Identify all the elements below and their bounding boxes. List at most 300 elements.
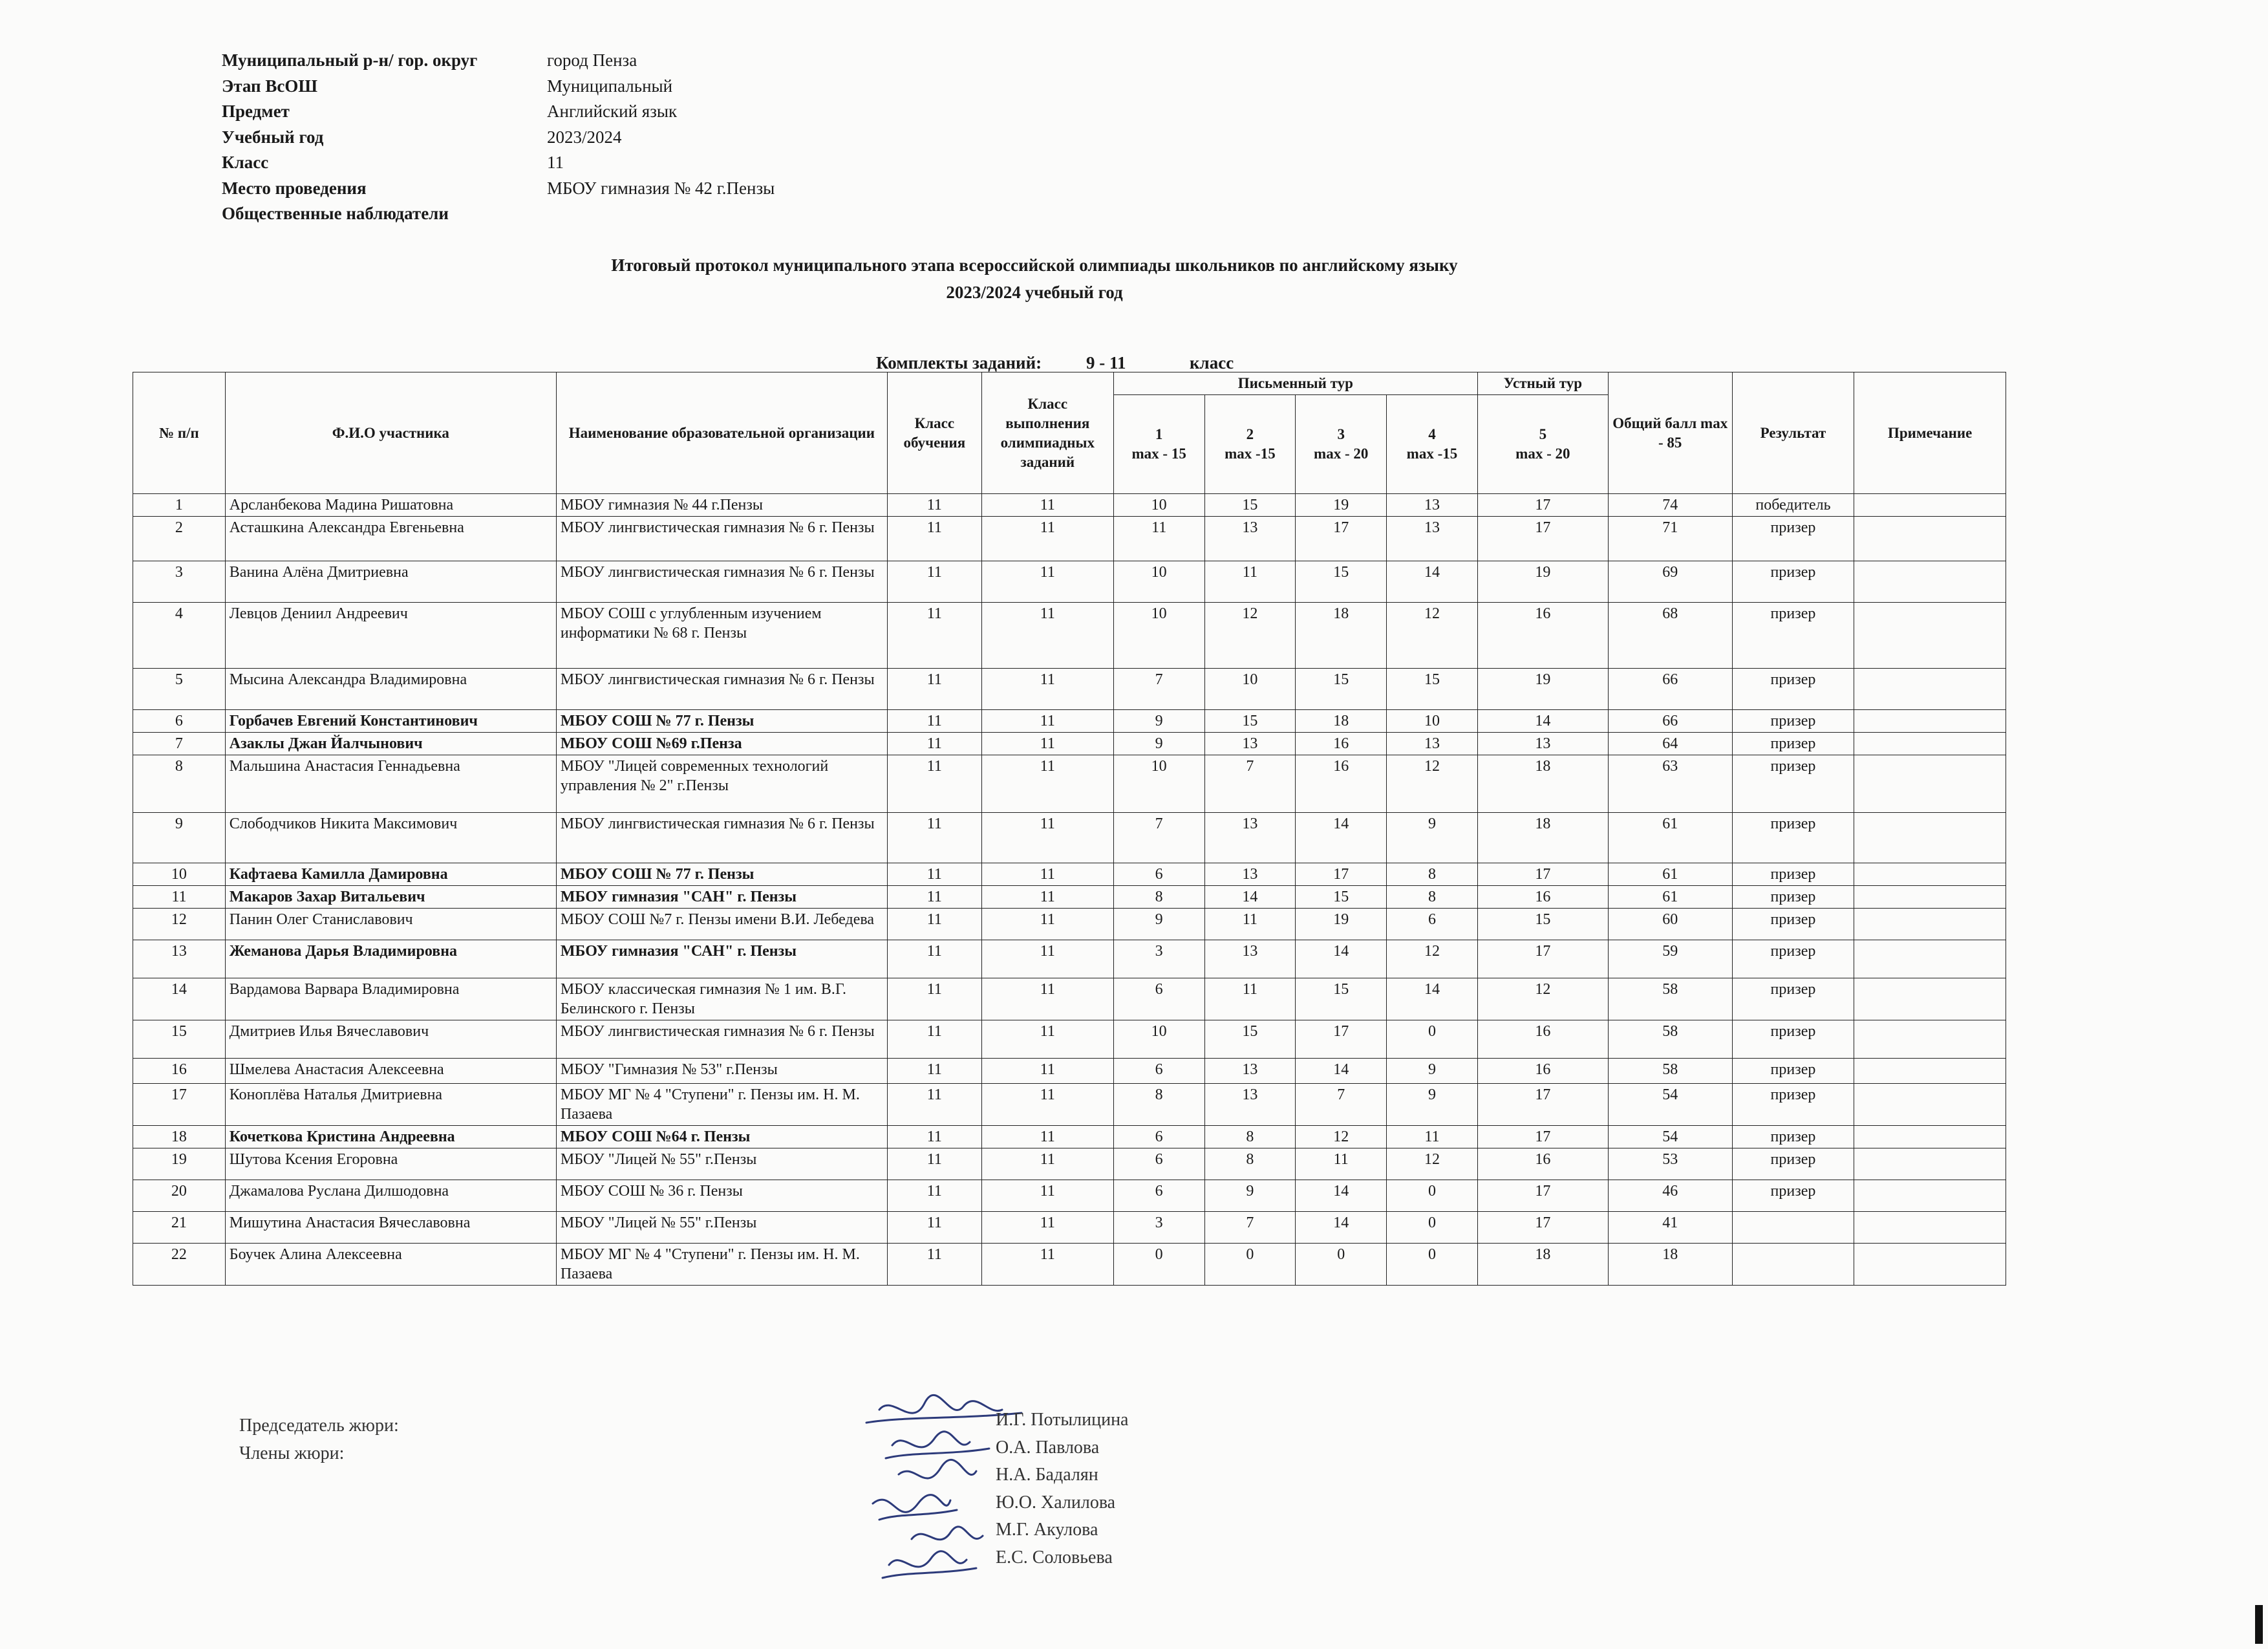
table-row (133, 1212, 2006, 1244)
cell-score-3: 14 (1296, 1180, 1387, 1212)
cell-grade: 11 (887, 1059, 981, 1084)
cell-note (1854, 710, 2006, 733)
cell-score-1: 3 (1113, 1212, 1204, 1244)
cell-note (1854, 1084, 2006, 1126)
cell-total: 58 (1608, 978, 1732, 1020)
cell-grade: 11 (887, 1020, 981, 1059)
cell-organization: МБОУ гимназия "САН" г. Пензы (556, 886, 887, 909)
cell-organization: МБОУ гимназия № 44 г.Пензы (556, 494, 887, 517)
header-result: Результат (1732, 372, 1854, 494)
cell-score-2: 11 (1204, 909, 1296, 940)
cell-note (1854, 1059, 2006, 1084)
cell-note (1854, 813, 2006, 863)
meta-label: Общественные наблюдатели (222, 204, 449, 223)
cell-number: 21 (133, 1212, 226, 1244)
cell-score-1: 9 (1113, 733, 1204, 755)
cell-participant-name: Панин Олег Станиславович (225, 909, 556, 940)
cell-grade: 11 (887, 669, 981, 710)
cell-total: 46 (1608, 1180, 1732, 1212)
cell-participant-name: Мысина Александра Владимировна (225, 669, 556, 710)
cell-participant-name: Жеманова Дарья Владимировна (225, 940, 556, 978)
cell-score-1: 6 (1113, 1148, 1204, 1180)
cell-grade: 11 (887, 710, 981, 733)
kits-range: 9 - 11 (1086, 353, 1126, 372)
cell-score-2: 15 (1204, 710, 1296, 733)
cell-total: 58 (1608, 1020, 1732, 1059)
cell-total: 71 (1608, 517, 1732, 561)
cell-number: 19 (133, 1148, 226, 1180)
cell-result: призер (1732, 813, 1854, 863)
cell-score-1: 10 (1113, 755, 1204, 813)
cell-score-1: 8 (1113, 1084, 1204, 1126)
cell-organization: МБОУ лингвистическая гимназия № 6 г. Пензы (556, 561, 887, 603)
cell-score-5: 12 (1477, 978, 1608, 1020)
table-row (133, 710, 2006, 733)
cell-grade: 11 (887, 978, 981, 1020)
cell-grade: 11 (887, 494, 981, 517)
cell-participant-name: Кафтаева Камилла Дамировна (225, 863, 556, 886)
cell-score-4: 0 (1387, 1244, 1478, 1286)
cell-score-4: 10 (1387, 710, 1478, 733)
cell-participant-name: Мальшина Анастасия Геннадьевна (225, 755, 556, 813)
meta-label: Класс (222, 153, 269, 172)
cell-score-2: 14 (1204, 886, 1296, 909)
cell-grade-done: 11 (981, 561, 1113, 603)
protocol-year: 2023/2024 учебный год (946, 283, 1123, 302)
cell-organization: МБОУ СОШ с углубленным изучением информатики № 68 г. Пензы (556, 603, 887, 669)
cell-grade-done: 11 (981, 1126, 1113, 1148)
cell-score-4: 13 (1387, 494, 1478, 517)
cell-organization: МБОУ лингвистическая гимназия № 6 г. Пензы (556, 813, 887, 863)
cell-note (1854, 886, 2006, 909)
cell-score-1: 6 (1113, 1059, 1204, 1084)
cell-score-4: 8 (1387, 863, 1478, 886)
cell-score-4: 12 (1387, 603, 1478, 669)
cell-grade-done: 11 (981, 755, 1113, 813)
cell-score-2: 11 (1204, 978, 1296, 1020)
meta-value: МБОУ гимназия № 42 г.Пензы (547, 178, 775, 198)
cell-score-3: 16 (1296, 733, 1387, 755)
table-row (133, 1180, 2006, 1212)
cell-participant-name: Боучек Алина Алексеевна (225, 1244, 556, 1286)
cell-grade-done: 11 (981, 940, 1113, 978)
cell-organization: МБОУ МГ № 4 "Ступени" г. Пензы им. Н. М. Пазаева (556, 1084, 887, 1126)
header-oral-round: Устный тур (1477, 372, 1608, 395)
cell-result: призер (1732, 669, 1854, 710)
meta-label: Учебный год (222, 127, 324, 147)
meta-label: Предмет (222, 102, 290, 121)
cell-result: призер (1732, 1059, 1854, 1084)
cell-score-1: 6 (1113, 863, 1204, 886)
table-row (133, 755, 2006, 813)
cell-grade: 11 (887, 1148, 981, 1180)
header-task-1: 1 max - 15 (1113, 395, 1204, 494)
cell-total: 68 (1608, 603, 1732, 669)
cell-score-3: 15 (1296, 561, 1387, 603)
cell-score-4: 11 (1387, 1126, 1478, 1148)
jury-member: М.Г. Акулова (996, 1520, 1098, 1540)
table-row (133, 517, 2006, 561)
jury-members-list (996, 1406, 1129, 1571)
cell-note (1854, 1244, 2006, 1286)
header-task-2: 2 max -15 (1204, 395, 1296, 494)
table-row (133, 1020, 2006, 1059)
cell-score-4: 6 (1387, 909, 1478, 940)
cell-result: призер (1732, 561, 1854, 603)
cell-note (1854, 1020, 2006, 1059)
table-row (133, 1084, 2006, 1126)
cell-result: призер (1732, 1084, 1854, 1126)
cell-score-4: 15 (1387, 669, 1478, 710)
cell-number: 3 (133, 561, 226, 603)
cell-grade: 11 (887, 1180, 981, 1212)
cell-total: 66 (1608, 669, 1732, 710)
cell-score-4: 14 (1387, 978, 1478, 1020)
cell-total: 60 (1608, 909, 1732, 940)
cell-total: 64 (1608, 733, 1732, 755)
cell-score-2: 13 (1204, 813, 1296, 863)
meta-value: Английский язык (547, 102, 678, 121)
table-row (133, 978, 2006, 1020)
cell-participant-name: Шмелева Анастасия Алексеевна (225, 1059, 556, 1084)
cell-score-5: 16 (1477, 603, 1608, 669)
cell-total: 58 (1608, 1059, 1732, 1084)
cell-note (1854, 1212, 2006, 1244)
cell-score-2: 15 (1204, 494, 1296, 517)
cell-score-3: 14 (1296, 1059, 1387, 1084)
cell-score-4: 0 (1387, 1020, 1478, 1059)
header-org: Наименование образовательной организации (556, 372, 887, 494)
cell-note (1854, 733, 2006, 755)
header-name: Ф.И.О участника (225, 372, 556, 494)
cell-score-4: 12 (1387, 940, 1478, 978)
jury-chair-label: Председатель жюри: (239, 1416, 399, 1436)
cell-total: 59 (1608, 940, 1732, 978)
cell-result: призер (1732, 1126, 1854, 1148)
table-row (133, 1126, 2006, 1148)
cell-note (1854, 1148, 2006, 1180)
cell-number: 11 (133, 886, 226, 909)
cell-number: 8 (133, 755, 226, 813)
cell-score-3: 19 (1296, 494, 1387, 517)
cell-organization: МБОУ гимназия "САН" г. Пензы (556, 940, 887, 978)
cell-score-5: 17 (1477, 940, 1608, 978)
cell-score-2: 13 (1204, 1059, 1296, 1084)
cell-number: 15 (133, 1020, 226, 1059)
meta-value: Муниципальный (547, 76, 673, 96)
cell-score-5: 16 (1477, 886, 1608, 909)
cell-grade-done: 11 (981, 1212, 1113, 1244)
cell-total: 63 (1608, 755, 1732, 813)
cell-number: 13 (133, 940, 226, 978)
cell-grade: 11 (887, 561, 981, 603)
cell-score-1: 10 (1113, 561, 1204, 603)
cell-score-3: 15 (1296, 978, 1387, 1020)
cell-score-2: 12 (1204, 603, 1296, 669)
cell-number: 9 (133, 813, 226, 863)
kits-unit: класс (1190, 353, 1234, 372)
cell-score-1: 0 (1113, 1244, 1204, 1286)
cell-total: 69 (1608, 561, 1732, 603)
cell-number: 2 (133, 517, 226, 561)
cell-score-1: 6 (1113, 1180, 1204, 1212)
cell-grade-done: 11 (981, 494, 1113, 517)
cell-score-5: 16 (1477, 1059, 1608, 1084)
cell-score-4: 0 (1387, 1212, 1478, 1244)
header-grade: Класс обучения (887, 372, 981, 494)
cell-grade-done: 11 (981, 863, 1113, 886)
cell-score-1: 7 (1113, 813, 1204, 863)
protocol-title: Итоговый протокол муниципального этапа всероссийской олимпиады школьников по английскому языку (611, 255, 1458, 275)
cell-score-4: 12 (1387, 755, 1478, 813)
cell-grade-done: 11 (981, 1244, 1113, 1286)
table-row (133, 1148, 2006, 1180)
cell-participant-name: Шутова Ксения Егоровна (225, 1148, 556, 1180)
cell-participant-name: Ванина Алёна Дмитриевна (225, 561, 556, 603)
cell-score-2: 9 (1204, 1180, 1296, 1212)
cell-score-2: 11 (1204, 561, 1296, 603)
cell-score-2: 13 (1204, 863, 1296, 886)
cell-participant-name: Кочеткова Кристина Андреевна (225, 1126, 556, 1148)
cell-result: призер (1732, 710, 1854, 733)
cell-score-5: 19 (1477, 561, 1608, 603)
cell-grade: 11 (887, 886, 981, 909)
cell-number: 20 (133, 1180, 226, 1212)
cell-score-5: 16 (1477, 1020, 1608, 1059)
cell-score-3: 18 (1296, 710, 1387, 733)
cell-grade: 11 (887, 909, 981, 940)
cell-grade: 11 (887, 603, 981, 669)
cell-score-1: 9 (1113, 710, 1204, 733)
cell-result (1732, 1212, 1854, 1244)
cell-organization: МБОУ лингвистическая гимназия № 6 г. Пензы (556, 517, 887, 561)
table-row (133, 561, 2006, 603)
meta-value: город Пенза (547, 50, 637, 70)
header-grade-done: Класс выполнения олимпиадных заданий (981, 372, 1113, 494)
table-row (133, 909, 2006, 940)
cell-score-1: 10 (1113, 1020, 1204, 1059)
cell-number: 5 (133, 669, 226, 710)
cell-organization: МБОУ "Гимназия № 53" г.Пензы (556, 1059, 887, 1084)
cell-grade-done: 11 (981, 813, 1113, 863)
cell-result: призер (1732, 886, 1854, 909)
table-row (133, 940, 2006, 978)
cell-result: призер (1732, 863, 1854, 886)
jury-member: Ю.О. Халилова (996, 1492, 1116, 1513)
cell-note (1854, 494, 2006, 517)
cell-score-3: 15 (1296, 886, 1387, 909)
table-row (133, 813, 2006, 863)
cell-organization: МБОУ СОШ №69 г.Пенза (556, 733, 887, 755)
cell-number: 14 (133, 978, 226, 1020)
meta-label: Муниципальный р-н/ гор. округ (222, 50, 478, 70)
cell-participant-name: Вардамова Варвара Владимировна (225, 978, 556, 1020)
cell-number: 10 (133, 863, 226, 886)
cell-number: 17 (133, 1084, 226, 1126)
cell-score-3: 12 (1296, 1126, 1387, 1148)
cell-organization: МБОУ СОШ № 77 г. Пензы (556, 710, 887, 733)
cell-score-2: 0 (1204, 1244, 1296, 1286)
table-row (133, 886, 2006, 909)
cell-grade: 11 (887, 517, 981, 561)
cell-score-1: 6 (1113, 1126, 1204, 1148)
cell-note (1854, 561, 2006, 603)
cell-score-5: 18 (1477, 813, 1608, 863)
cell-number: 16 (133, 1059, 226, 1084)
cell-score-5: 17 (1477, 1126, 1608, 1148)
cell-score-3: 11 (1296, 1148, 1387, 1180)
cell-total: 41 (1608, 1212, 1732, 1244)
cell-score-2: 7 (1204, 1212, 1296, 1244)
cell-total: 54 (1608, 1126, 1732, 1148)
cell-total: 18 (1608, 1244, 1732, 1286)
cell-note (1854, 755, 2006, 813)
cell-score-5: 19 (1477, 669, 1608, 710)
cell-result: призер (1732, 603, 1854, 669)
cell-score-4: 0 (1387, 1180, 1478, 1212)
cell-total: 61 (1608, 813, 1732, 863)
cell-score-4: 9 (1387, 1084, 1478, 1126)
cell-participant-name: Джамалова Руслана Дилшодовна (225, 1180, 556, 1212)
header-note: Примечание (1854, 372, 2006, 494)
cell-score-2: 15 (1204, 1020, 1296, 1059)
cell-organization: МБОУ СОШ № 77 г. Пензы (556, 863, 887, 886)
cell-number: 7 (133, 733, 226, 755)
cell-grade-done: 11 (981, 909, 1113, 940)
cell-number: 12 (133, 909, 226, 940)
cell-organization: МБОУ "Лицей современных технологий управления № 2" г.Пензы (556, 755, 887, 813)
cell-score-2: 7 (1204, 755, 1296, 813)
cell-number: 1 (133, 494, 226, 517)
cell-organization: МБОУ лингвистическая гимназия № 6 г. Пензы (556, 1020, 887, 1059)
cell-score-4: 9 (1387, 813, 1478, 863)
cell-score-1: 7 (1113, 669, 1204, 710)
cell-score-2: 10 (1204, 669, 1296, 710)
cell-result: призер (1732, 1148, 1854, 1180)
cell-score-3: 0 (1296, 1244, 1387, 1286)
cell-organization: МБОУ классическая гимназия № 1 им. В.Г. Белинского г. Пензы (556, 978, 887, 1020)
cell-grade: 11 (887, 1126, 981, 1148)
cell-note (1854, 1180, 2006, 1212)
cell-score-5: 18 (1477, 755, 1608, 813)
cell-organization: МБОУ СОШ №64 г. Пензы (556, 1126, 887, 1148)
cell-score-3: 14 (1296, 813, 1387, 863)
header-task-4: 4 max -15 (1387, 395, 1478, 494)
meta-label: Этап ВсОШ (222, 76, 317, 96)
jury-member: И.Г. Потылицина (996, 1410, 1129, 1430)
cell-organization: МБОУ лингвистическая гимназия № 6 г. Пензы (556, 669, 887, 710)
jury-members-label: Члены жюри: (239, 1443, 345, 1463)
cell-score-3: 7 (1296, 1084, 1387, 1126)
cell-organization: МБОУ "Лицей № 55" г.Пензы (556, 1212, 887, 1244)
cell-score-3: 14 (1296, 940, 1387, 978)
cell-grade: 11 (887, 1212, 981, 1244)
cell-score-5: 18 (1477, 1244, 1608, 1286)
cell-participant-name: Коноплёва Наталья Дмитриевна (225, 1084, 556, 1126)
cell-grade-done: 11 (981, 1180, 1113, 1212)
cell-score-3: 18 (1296, 603, 1387, 669)
table-row (133, 1244, 2006, 1286)
meta-label: Место проведения (222, 178, 367, 198)
scan-edge-mark (2255, 1605, 2263, 1644)
cell-result: призер (1732, 755, 1854, 813)
cell-score-3: 19 (1296, 909, 1387, 940)
cell-score-5: 17 (1477, 517, 1608, 561)
header-total: Общий балл max - 85 (1608, 372, 1732, 494)
cell-grade-done: 11 (981, 1020, 1113, 1059)
cell-note (1854, 1126, 2006, 1148)
cell-score-3: 17 (1296, 1020, 1387, 1059)
cell-participant-name: Арсланбекова Мадина Ришатовна (225, 494, 556, 517)
cell-score-1: 6 (1113, 978, 1204, 1020)
cell-number: 4 (133, 603, 226, 669)
cell-note (1854, 940, 2006, 978)
cell-total: 53 (1608, 1148, 1732, 1180)
cell-participant-name: Макаров Захар Витальевич (225, 886, 556, 909)
table-row (133, 669, 2006, 710)
cell-score-5: 17 (1477, 494, 1608, 517)
cell-score-4: 13 (1387, 733, 1478, 755)
cell-result: призер (1732, 909, 1854, 940)
cell-score-5: 17 (1477, 1084, 1608, 1126)
cell-participant-name: Дмитриев Илья Вячеславович (225, 1020, 556, 1059)
cell-note (1854, 978, 2006, 1020)
cell-score-4: 9 (1387, 1059, 1478, 1084)
cell-organization: МБОУ "Лицей № 55" г.Пензы (556, 1148, 887, 1180)
cell-note (1854, 517, 2006, 561)
cell-number: 18 (133, 1126, 226, 1148)
cell-grade-done: 11 (981, 733, 1113, 755)
cell-score-2: 8 (1204, 1148, 1296, 1180)
cell-total: 66 (1608, 710, 1732, 733)
cell-total: 61 (1608, 886, 1732, 909)
results-body (133, 494, 2006, 1286)
cell-grade: 11 (887, 1084, 981, 1126)
cell-score-5: 17 (1477, 1212, 1608, 1244)
cell-score-3: 17 (1296, 517, 1387, 561)
cell-note (1854, 669, 2006, 710)
header-num: № п/п (133, 372, 226, 494)
header-task-5: 5 max - 20 (1477, 395, 1608, 494)
cell-score-5: 17 (1477, 1180, 1608, 1212)
cell-participant-name: Слободчиков Никита Максимович (225, 813, 556, 863)
table-row (133, 494, 2006, 517)
cell-result: призер (1732, 978, 1854, 1020)
jury-member: Н.А. Бадалян (996, 1465, 1098, 1485)
cell-score-5: 16 (1477, 1148, 1608, 1180)
table-row (133, 603, 2006, 669)
cell-score-2: 13 (1204, 733, 1296, 755)
cell-note (1854, 909, 2006, 940)
results-table (133, 372, 2006, 1286)
table-row (133, 1059, 2006, 1084)
cell-total: 54 (1608, 1084, 1732, 1126)
cell-result: призер (1732, 1180, 1854, 1212)
cell-grade: 11 (887, 813, 981, 863)
cell-grade: 11 (887, 733, 981, 755)
cell-score-3: 17 (1296, 863, 1387, 886)
cell-grade-done: 11 (981, 710, 1113, 733)
jury-member: О.А. Павлова (996, 1437, 1100, 1458)
jury-member: Е.С. Соловьева (996, 1547, 1113, 1568)
cell-score-1: 10 (1113, 494, 1204, 517)
cell-total: 61 (1608, 863, 1732, 886)
cell-score-5: 15 (1477, 909, 1608, 940)
cell-grade: 11 (887, 940, 981, 978)
cell-grade-done: 11 (981, 1059, 1113, 1084)
meta-value: 2023/2024 (547, 127, 622, 147)
cell-participant-name: Азаклы Джан Йалчынович (225, 733, 556, 755)
